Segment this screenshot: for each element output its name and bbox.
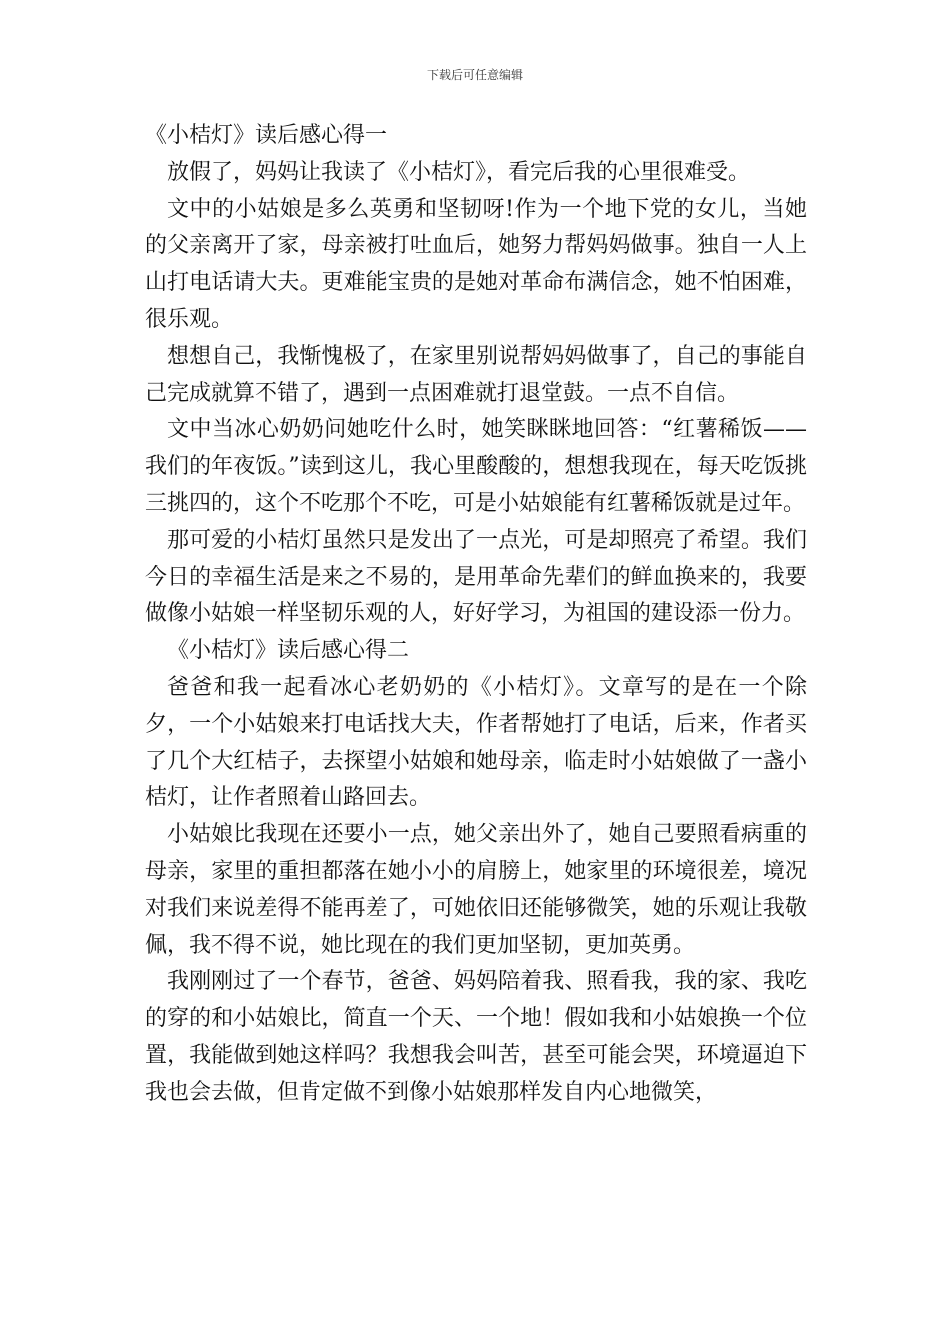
paragraph: 想想自己，我惭愧极了，在家里别说帮妈妈做事了，自己的事能自己完成就算不错了，遇到一点困难就打退堂鼓。一点不自信。 xyxy=(145,343,807,406)
page-header: 下载后可任意编辑 xyxy=(426,68,523,82)
paragraph: 那可爱的小桔灯虽然只是发出了一点光，可是却照亮了希望。我们今日的幸福生活是来之不易的，是用革命先辈们的鲜血换来的，我要做像小姑娘一样坚韧乐观的人，好好学习，为祖国的建设添一份力。 xyxy=(145,527,807,627)
paragraph: 文中当冰心奶奶问她吃什么时，她笑眯眯地回答：“红薯稀饭——我们的年夜饭。”读到这儿，我心里酸酸的，想想我现在，每天吃饭挑三挑四的，这个不吃那个不吃，可是小姑娘能有红薯稀饭就是过年。 xyxy=(145,417,807,516)
paragraph: 我刚刚过了一个春节，爸爸、妈妈陪着我、照看我，我的家、我吃的穿的和小姑娘比，简直一个天、一个地！假如我和小姑娘换一个位置，我能做到她这样吗？我想我会叫苦，甚至可能会哭，环境逼迫下我也会去做，但肯定做不到像小姑娘那样发自内心地微笑， xyxy=(145,969,807,1105)
paragraph: 放假了，妈妈让我读了《小桔灯》，看完后我的心里很难受。 xyxy=(167,159,751,185)
paragraph: 文中的小姑娘是多么英勇和坚韧呀!作为一个地下党的女儿，当她的父亲离开了家，母亲被打吐血后，她努力帮妈妈做事。独自一人上山打电话请大夫。更难能宝贵的是她对革命布满信念，她不怕困难，很乐观。 xyxy=(145,196,807,332)
paragraph: 爸爸和我一起看冰心老奶奶的《小桔灯》。文章写的是在一个除夕，一个小姑娘来打电话找大夫，作者帮她打了电话，后来，作者买了几个大红桔子，去探望小姑娘和她母亲，临走时小姑娘做了一盏小桔灯，让作者照着山路回去。 xyxy=(145,674,807,811)
essay-title-two: 《小桔灯》读后感心得二 xyxy=(167,638,410,664)
paragraph: 小姑娘比我现在还要小一点，她父亲出外了，她自己要照看病重的母亲，家里的重担都落在她小小的肩膀上，她家里的环境很差，境况对我们来说差得不能再差了，可她依旧还能够微笑，她的乐观让我敬佩，我不得不说，她比现在的我们更加坚韧，更加英勇。 xyxy=(145,822,807,958)
document-body xyxy=(145,118,807,1112)
essay-title-one: 《小桔灯》读后感心得一 xyxy=(145,123,388,148)
